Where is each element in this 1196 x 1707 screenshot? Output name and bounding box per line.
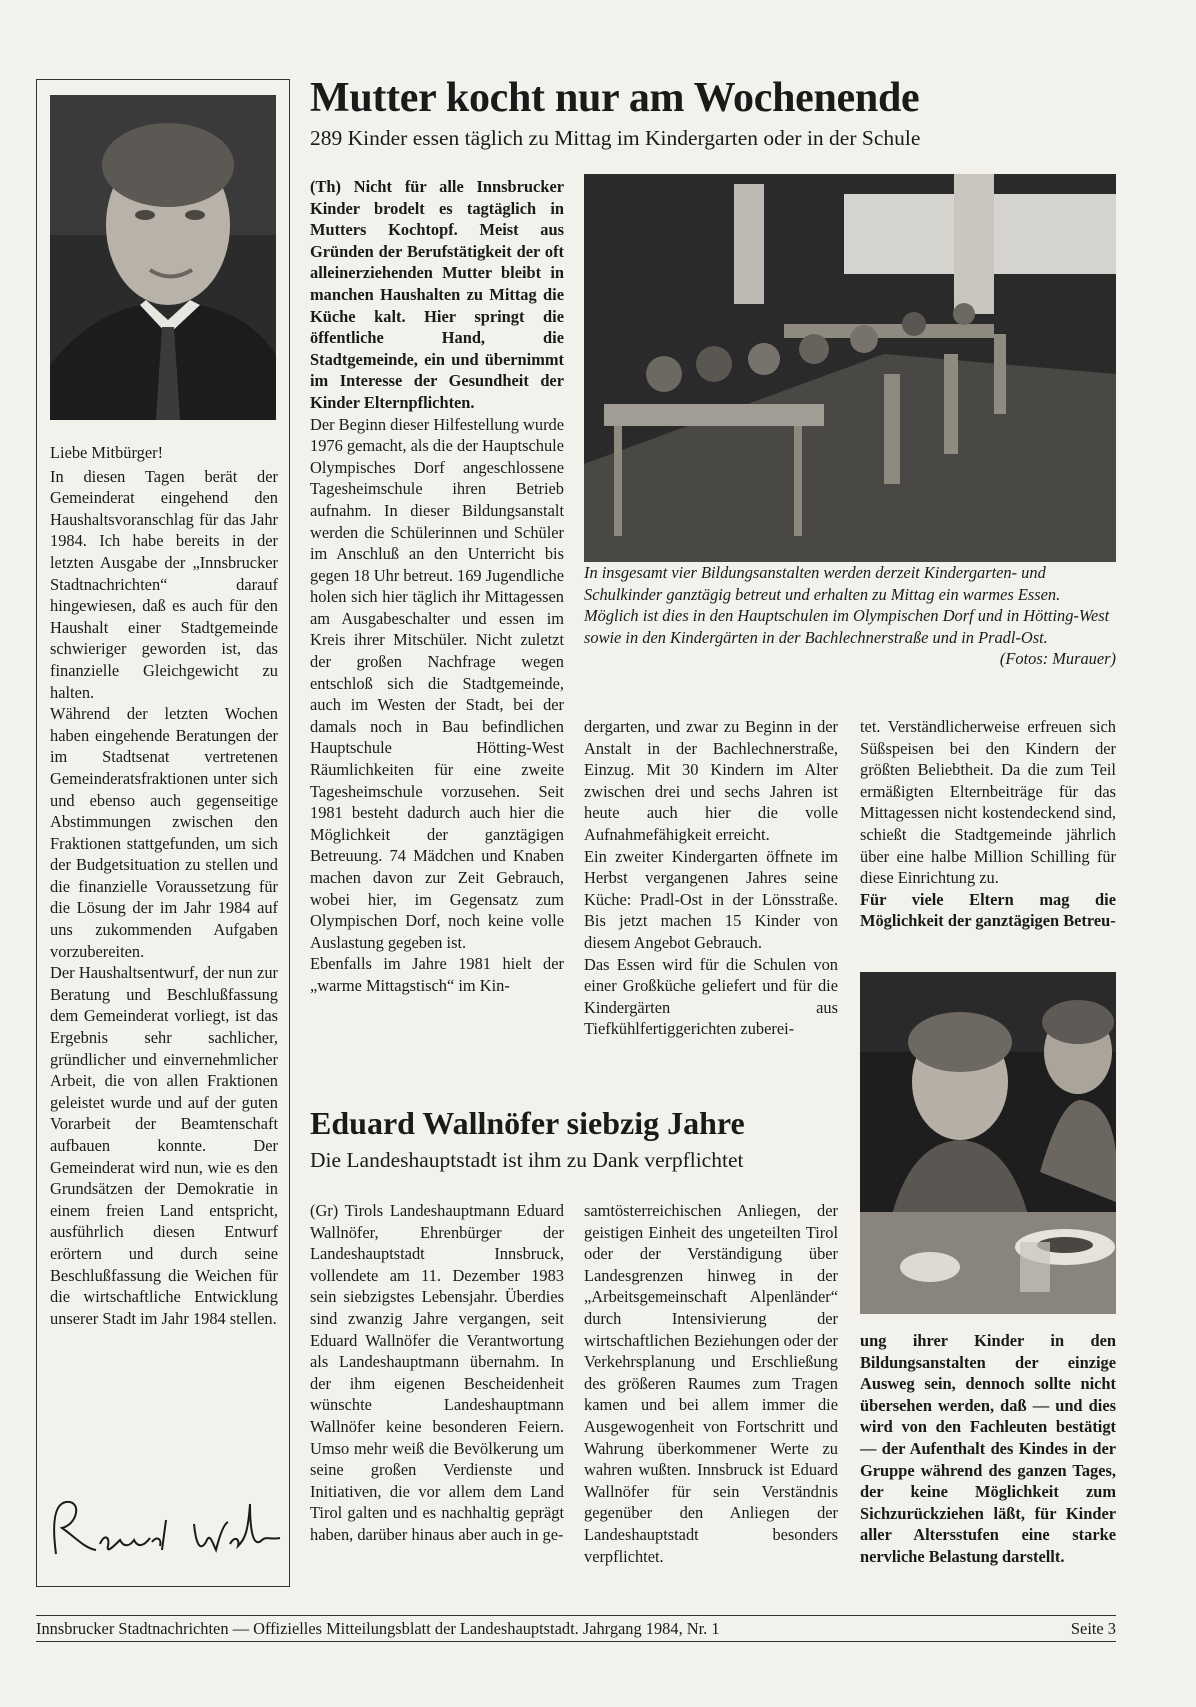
footer-rule xyxy=(36,1615,1116,1616)
mayor-signature xyxy=(44,1484,284,1564)
photo-caption xyxy=(584,562,1116,670)
article-column-3 xyxy=(860,716,1116,932)
letter-paragraph: Der Haushaltsentwurf, der nun zur Beratung und Beschlußfassung dem Gemeinderat vorliegt, ist das Ergebnis sehr sachlicher, gründlicher und einvernehmlicher Arbeit, die von allen Fraktionen geleistet wurde und auf der guten Vorarbeit der Beamtenschaft aufbauen konnte. Der Gemeinderat wird nun, wie es den Grundsätzen der Demokratie in einem freien Land entspricht, ausführlich diesen Entwurf erörtern und durch seine Beschlußfassung die Weichen für die wirtschaftliche Entwicklung unserer Stadt im Jahr 1984 stellen. xyxy=(50,963,278,1328)
article-paragraph: tet. Verständlicherweise erfreuen sich Süßspeisen bei den Kindern der größten Beliebtheit. Da die zum Teil ermäßigten Elternbeiträge für das Mittagessen nicht kostendeckend sind, schießt die Stadtgemeinde jährlich über eine halbe Million Schilling für diese Einrichtung zu. xyxy=(860,717,1116,888)
mayor-letter-text xyxy=(50,442,278,1329)
article2-column-1 xyxy=(310,1200,564,1546)
photo-credit: (Fotos: Murauer) xyxy=(999,649,1116,669)
caption-text: In insgesamt vier Bildungsanstalten werden derzeit Kindergarten- und Schulkinder ganztägig betreut und erhalten zu Mittag ein warmes Essen. Möglich ist dies in den Hauptschulen im Olympischen Dorf und in Hötting-West sowie in den Kindergärten in der Bachlechnerstraße und in Pradl-Ost. xyxy=(584,563,1110,647)
article-column-1 xyxy=(310,176,564,997)
footer-rule xyxy=(36,1641,1116,1642)
letter-greeting: Liebe Mitbürger! xyxy=(50,443,164,462)
article-column-3-continued xyxy=(860,1330,1116,1568)
article-paragraph: Ein zweiter Kindergarten öffnete im Herbst vergangenen Jahres seine Küche: Pradl-Ost in der Lönsstraße. Bis jetzt machen 15 Kinder von diesem Angebot Gebrauch. xyxy=(584,846,838,952)
article-lead: (Th) Nicht für alle Innsbrucker Kinder brodelt es tagtäglich in Mutters Kochtopf. Meist aus Gründen der Berufstätigkeit der oft alleinerziehenden Mutter bleibt in manchen Haushalten zu Mittag die Küche kalt. Hier springt die öffentliche Hand, die Stadtgemeinde, ein und übernimmt im Interesse der Gesundheit der Kinder Elternpflichten. xyxy=(310,177,564,412)
canteen-photo xyxy=(584,174,1116,562)
article-paragraph: Ebenfalls im Jahre 1981 hielt der „warme Mittagstisch“ im Kin- xyxy=(310,954,564,995)
letter-paragraph: Während der letzten Wochen haben eingehende Beratungen der im Stadtsenat vertretenen Gemeinderatsfraktionen unter sich und ebenso auch gegenseitige Abstimmungen zwischen den Fraktionen stattgefunden, um sich der Budgetsituation zu stellen und die finanzielle Voraussetzung für die Lösung der im Jahr 1984 auf uns zukommenden Aufgaben vorzubereiten. xyxy=(50,704,278,961)
article-paragraph: (Gr) Tirols Landeshauptmann Eduard Wallnöfer, Ehrenbürger der Landeshauptstadt Innsbruck, vollendete am 11. Dezember 1983 sein siebzigstes Lebensjahr. Überdies sind zwanzig Jahre vergangen, seit Eduard Wallnöfer die Verantwortung als Landeshauptmann übernahm. In der ihm eigenen Bescheidenheit wünschte Landeshauptmann Wallnöfer keine besonderen Feiern. Umso mehr weiß die Bevölkerung um seine großen Verdienste und Initiativen, die vor allem dem Land Tirol galten und es nachhaltig geprägt haben, darüber hinaus aber auch in ge- xyxy=(310,1201,564,1544)
article-subtitle: Die Landeshauptstadt ist ihm zu Dank verpflichtet xyxy=(310,1148,744,1172)
article-paragraph: dergarten, und zwar zu Beginn in der Anstalt in der Bachlechnerstraße, Einzug. Mit 30 Kindern im Alter zwischen drei und sechs Jahren ist heute auch hier die volle Aufnahmefähigkeit erreicht. xyxy=(584,717,838,844)
article-title: Mutter kocht nur am Wochenende xyxy=(310,75,920,121)
children-photo xyxy=(860,972,1116,1314)
article-bold-paragraph: Für viele Eltern mag die Möglichkeit der ganztägigen Betreu- xyxy=(860,889,1116,931)
mayor-portrait xyxy=(50,95,276,420)
article-title: Eduard Wallnöfer siebzig Jahre xyxy=(310,1105,745,1141)
article-bold-paragraph: ung ihrer Kinder in den Bildungsanstalten der einzige Ausweg sein, dennoch sollte nicht übersehen werden, daß — und dies wird von den Fachleuten bestätigt — der Aufenthalt des Kindes in der Gruppe während des ganzen Tages, der keine Möglichkeit zum Sichzurückziehen läßt, für Kinder aller Altersstufen eine starke nervliche Belastung darstellt. xyxy=(860,1331,1116,1566)
article-paragraph: Das Essen wird für die Schulen von einer Großküche geliefert und für die Kindergärten aus Tiefkühlfertiggerichten zuberei- xyxy=(584,954,838,1039)
article-column-2 xyxy=(584,716,838,1040)
article2-column-2 xyxy=(584,1200,838,1567)
article-subtitle: 289 Kinder essen täglich zu Mittag im Kindergarten oder in der Schule xyxy=(310,126,921,150)
letter-paragraph: In diesen Tagen berät der Gemeinderat eingehend den Haushaltsvoranschlag für das Jahr 1984. Ich habe bereits in der letzten Ausgabe der „Innsbrucker Stadtnachrichten“ darauf hingewiesen, daß es auch für den Haushalt einer Stadtgemeinde schwieriger geworden ist, das finanzielle Gleichgewicht zu halten. xyxy=(50,466,278,702)
article-paragraph: samtösterreichischen Anliegen, der geistigen Einheit des ungeteilten Tirol oder der Verständigung über Landesgrenzen hinweg in der „Arbeitsgemeinschaft Alpenländer“ durch Intensivierung der wirtschaftlichen Beziehungen oder der Verkehrsplanung und Erschließung des größeren Raumes zum Tragen kamen und bei allem immer die Ausgewogenheit von Fortschritt und Wahrung überkommener Werte zu wahren wußten. Innsbruck ist Eduard Wallnöfer für sein Verständnis gegenüber den Anliegen der Landeshauptstadt besonders verpflichtet. xyxy=(584,1201,838,1566)
footer-publication: Innsbrucker Stadtnachrichten — Offizielles Mitteilungsblatt der Landeshauptstadt. Jahrgang 1984, Nr. 1 xyxy=(36,1619,720,1638)
footer-page-number: Seite 3 xyxy=(1070,1619,1116,1638)
article-paragraph: Der Beginn dieser Hilfestellung wurde 1976 gemacht, als die der Hauptschule Olympisches Dorf angeschlossene Tagesheimschule ihren Betrieb aufnahm. In dieser Bildungsanstalt werden die Schülerinnen und Schüler im Anschluß an den Unterricht bis gegen 18 Uhr betreut. 169 Jugendliche holen sich hier täglich ihr Mittagessen am Ausgabeschalter und essen im Kreis ihrer Mitschüler. Nicht zuletzt der großen Nachfrage wegen entschloß sich die Stadtgemeinde, auch im Westen der Stadt, bei der damals noch in Bau befindlichen Hauptschule Hötting-West Räumlichkeiten für eine zweite Tagesheimschule vorzusehen. Seit 1981 besteht dadurch auch hier die Möglichkeit der ganztägigen Betreuung. 74 Mädchen und Knaben machen davon zur Zeit Gebrauch, wobei hier, im Gegensatz zum Olympischen Dorf, noch keine volle Auslastung gegeben ist. xyxy=(310,414,564,952)
